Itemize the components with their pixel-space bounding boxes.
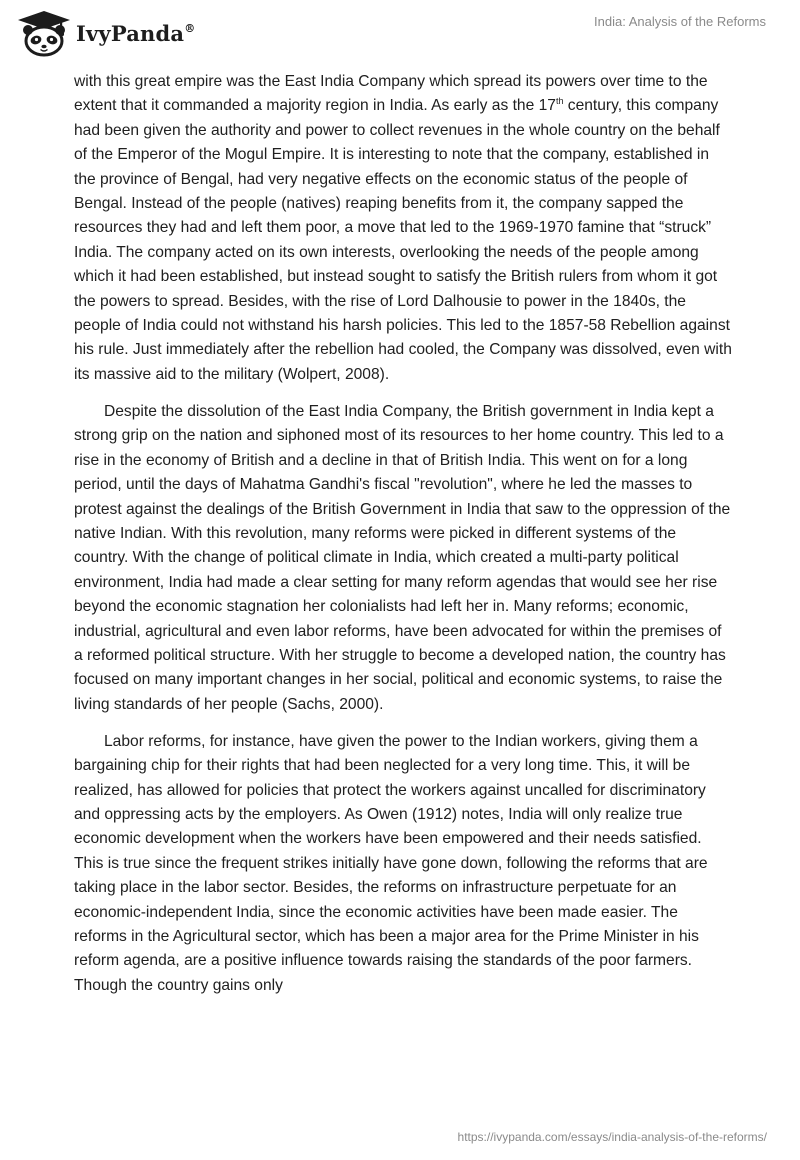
paragraph: with this great empire was the East India Company which spread its powers over time to the extent that it commanded a majority region in India. As early as the 17th century, this company had been given the authority and power to collect revenues in the whole country on the behalf of the Emperor of the Mogul Empire. It is interesting to note that the company, established in the province of Bengal, had very negative effects on the economic status of the people of Bengal. Instead of the people (natives) reaping benefits from it, the company sapped the resources they had and left them poor, a move that led to the 1969-1970 famine that “struck” India. The company acted on its own interests, overlooking the needs of the people among which it had been established, but instead sought to satisfy the British rulers from whom it got the powers to spread. Besides, with the rise of Lord Dalhousie to power in the 1840s, the people of India could not withstand his harsh policies. This led to the 1857-58 Rebellion against his rule. Just immediately after the rebellion had cooled, the Company was dissolved, even with its massive aid to the military (Wolpert, 2008). [74, 73, 732, 383]
paragraph: Despite the dissolution of the East India Company, the British government in India kept a strong grip on the nation and siphoned most of its resources to her home country. This led to a rise in the economy of British and a decline in that of British India. This went on for a long period, until the days of Mahatma Gandhi's fiscal "revolution", where he led the masses to protest against the dealings of the British Government in India that saw to the oppression of the native Indian. With this revolution, many reforms were picked in different systems of the country. With the change of political climate in India, which created a multi-party political environment, India had made a clear setting for many reform agendas that would see her rise beyond the economic stagnation her colonialists had left her in. Many reforms; economic, industrial, agricultural and even labor reforms, have been advocated for within the premises of a reformed political structure. With her struggle to become a developed nation, the country has focused on many important changes in her social, political and economic systems, to raise the living standards of her people (Sachs, 2000). [74, 402, 731, 713]
panda-logo-icon [14, 8, 72, 58]
registered-mark: ® [184, 21, 196, 35]
page-title: India: Analysis of the Reforms [594, 14, 766, 29]
brand-name: IvyPanda® [76, 20, 196, 46]
source-url[interactable]: https://ivypanda.com/essays/india-analysis-of-the-reforms/ [457, 1130, 767, 1144]
brand-logo[interactable] [14, 8, 195, 58]
paragraph: Labor reforms, for instance, have given the power to the Indian workers, giving them a bargaining chip for their rights that had been neglected for a very long time. This, it will be realized, has allowed for policies that protect the workers against uncalled for discriminatory and oppressing acts by the employers. As Owen (1912) notes, India will only realize true economic development when the workers have been empowered and their needs satisfied. This is true since the frequent strikes initially have gone down, following the reforms that are taking place in the labor sector. Besides, the reforms on infrastructure perpetuate for an economic-independent India, since the economic activities have been made easier. The reforms in the Agricultural sector, which has been a major area for the Prime Minister in his reform agenda, are a positive influence towards raising the standards of the poor farmers. Though the country gains only [74, 732, 708, 994]
essay-body [74, 70, 734, 1011]
page-header [0, 0, 800, 70]
